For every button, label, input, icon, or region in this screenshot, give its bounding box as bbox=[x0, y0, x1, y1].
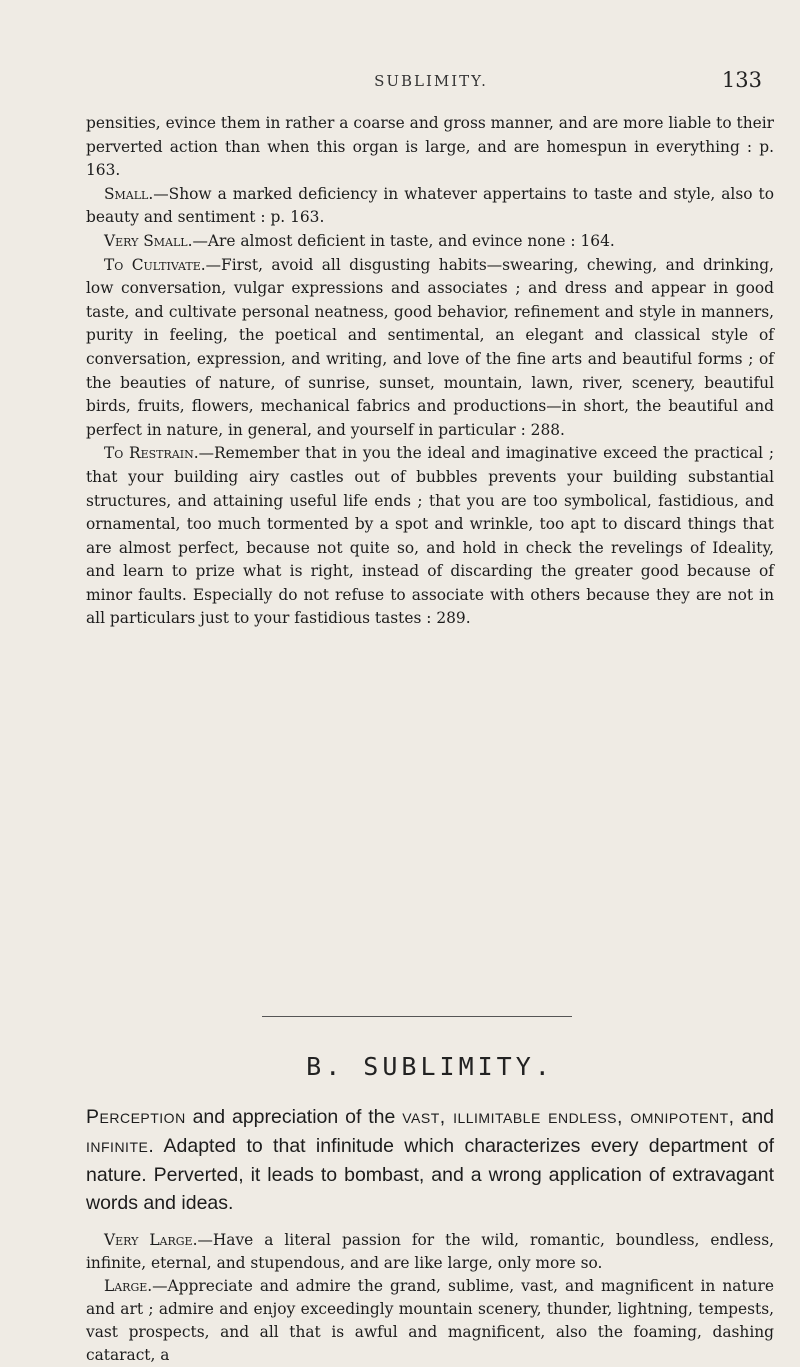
entry-lead: Small. bbox=[104, 184, 154, 203]
body-text bbox=[86, 112, 774, 631]
entry-text: —Appreciate and admire the grand, sublime, vast, and magnificent in nature and art ; admire and enjoy exceedingly mountain scenery, thunder, lightning, tempests, vast prospects, and all that is awful and magnificent, also the foaming, dashing cataract, a bbox=[86, 1277, 774, 1364]
definition-lead: Perception bbox=[86, 1106, 186, 1128]
entry-text: —Show a marked deficiency in whatever appertains to taste and style, also to beauty and sentiment : p. 163. bbox=[86, 184, 774, 227]
entry-small bbox=[86, 183, 774, 230]
definition-part2: and bbox=[741, 1106, 775, 1128]
definition-caps: vast, illimitable endless, omnipotent, bbox=[402, 1106, 735, 1128]
entry-lead: To Cultivate. bbox=[104, 255, 206, 274]
entry-text: —Remember that in you the ideal and imaginative exceed the practical ; that your building airy castles out of bubbles prevents your building substantial structures, and attaining useful life ends ; that you are too symbolical, fastidious, and ornamental, too much tormented by a spot and wrinkle, too apt to discard things that are almost perfect, because not quite so, and hold in check the revelings of Ideality, and learn to prize what is right, instead of discarding the greater good because of minor faults. Especially do not refuse to associate with others because they are not in all particulars just to your fastidious tastes : 289. bbox=[86, 444, 775, 628]
definition-part1: and appreciation of the bbox=[192, 1106, 396, 1128]
definition-caps-2: infinite. bbox=[86, 1134, 155, 1157]
entry-lead: Very Large. bbox=[104, 1231, 198, 1249]
entry-text: —Have a literal passion for the wild, romantic, boundless, endless, infinite, eternal, and stupendous, and are like large, only more so. bbox=[86, 1231, 774, 1272]
entry-text: —Are almost deficient in taste, and evince none : 164. bbox=[192, 231, 615, 250]
entry-to-cultivate bbox=[86, 254, 774, 443]
page-number: 133 bbox=[721, 68, 762, 92]
entry-very-large bbox=[86, 1229, 774, 1275]
paragraph-text: pensities, evince them in rather a coarse and gross manner, and are more liable to their perverted action than when this organ is large, and are homespun in everything : p. 163. bbox=[86, 114, 774, 180]
entry-text: —First, avoid all disgusting habits—swearing, chewing, and drinking, low conversation, vulgar expressions and associates ; and dress and appear in good taste, and cultivate personal neatness, good behavior, refinement and style in manners, purity in feeling, the poetical and sentimental, an elegant and classical style of conversation, expression, and writing, and love of the fine arts and beautiful forms ; of the beauties of nature, of sunrise, sunset, mountain, lawn, river, scenery, beautiful birds, fruits, flowers, mechanical fabrics and productions—in short, the beautiful and perfect in nature, in general, and yourself in particular : 288. bbox=[86, 255, 774, 439]
running-title: SUBLIMITY. bbox=[374, 72, 488, 90]
running-head bbox=[86, 68, 776, 98]
entry-to-restrain bbox=[86, 442, 774, 631]
section-title: B. SUBLIMITY. bbox=[306, 1052, 554, 1081]
entry-lead: Large. bbox=[104, 1277, 153, 1295]
entry-lead: Very Small. bbox=[104, 231, 193, 250]
section-definition bbox=[86, 1103, 774, 1218]
section-divider bbox=[262, 1016, 572, 1017]
entry-lead: To Restrain. bbox=[104, 444, 199, 463]
entry-very-small bbox=[86, 230, 774, 254]
sublimity-entries bbox=[86, 1229, 774, 1367]
entry-large bbox=[86, 1275, 774, 1367]
definition-rest: Adapted to that infinitude which characterizes every department of nature. Perverted, it leads to bombast, and a wrong application of extravagant words and ideas. bbox=[86, 1134, 774, 1215]
continuation-paragraph bbox=[86, 112, 774, 183]
